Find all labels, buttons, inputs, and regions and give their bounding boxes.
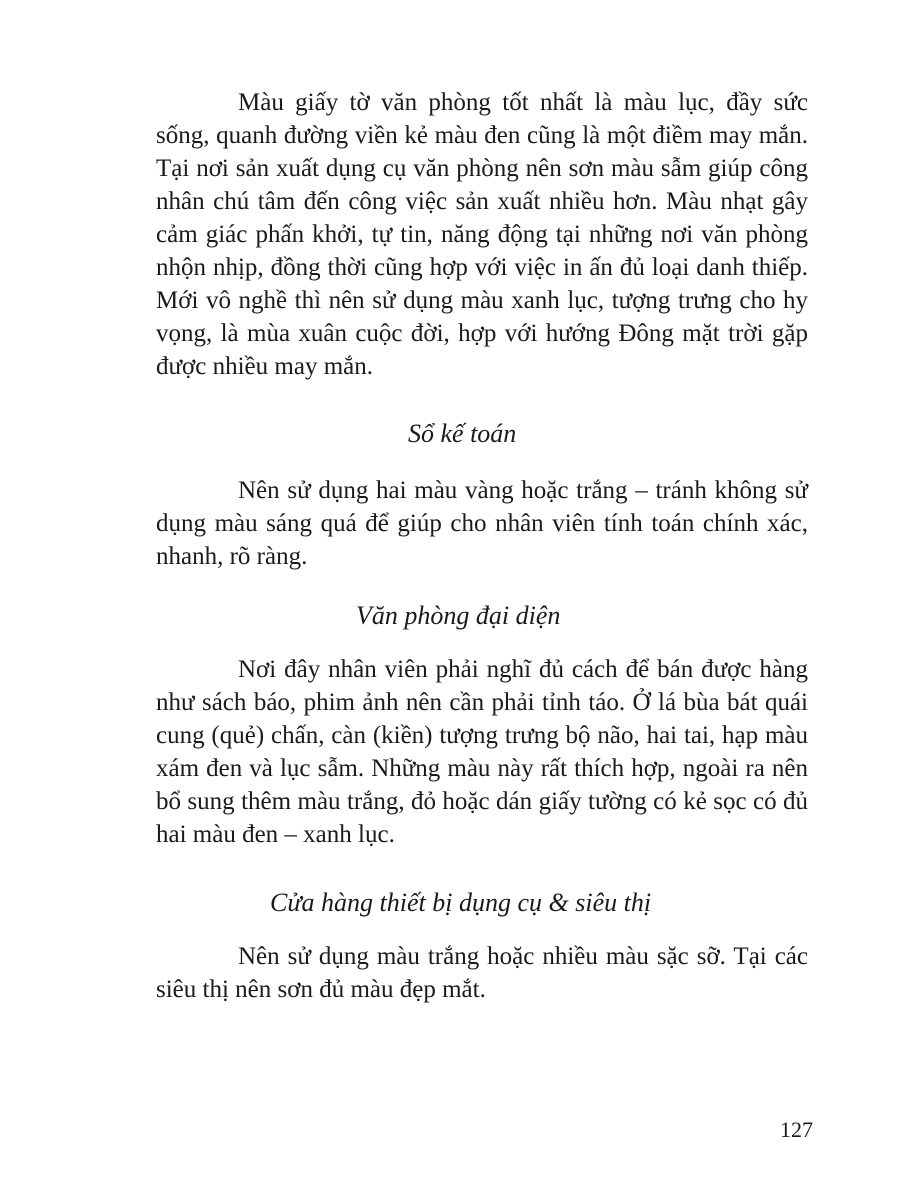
heading-van-phong-dai-dien: Văn phòng đại diện bbox=[356, 601, 561, 630]
so-ke-toan-section bbox=[156, 474, 808, 573]
heading-cua-hang: Cửa hàng thiết bị dụng cụ & siêu thị bbox=[270, 888, 652, 917]
cua-hang-paragraph: Nên sử dụng màu trắng hoặc nhiều màu sặc sỡ. Tại các siêu thị nên sơn đủ màu đẹp mắt. bbox=[156, 943, 808, 1003]
intro-section bbox=[156, 86, 808, 383]
page-number: 127 bbox=[780, 1117, 813, 1142]
cua-hang-section bbox=[156, 940, 808, 1006]
van-phong-dai-dien-paragraph: Nơi đây nhân viên phải nghĩ đủ cách để bán được hàng như sách báo, phim ảnh nên cần phải tỉnh táo. Ở lá bùa bát quái cung (quẻ) chấn, càn (kiền) tượng trưng bộ não, hai tai, hạp màu xám đen và lục sẫm. Những màu này rất thích hợp, ngoài ra nên bổ sung thêm màu trắng, đỏ hoặc dán giấy tường có kẻ sọc có đủ hai màu đen – xanh lục. bbox=[156, 656, 808, 848]
van-phong-dai-dien-section bbox=[156, 653, 808, 851]
intro-paragraph: Màu giấy tờ văn phòng tốt nhất là màu lục, đầy sức sống, quanh đường viền kẻ màu đen cũng là một điềm may mắn. Tại nơi sản xuất dụng cụ văn phòng nên sơn màu sẫm giúp công nhân chú tâm đến công việc sản xuất nhiều hơn. Màu nhạt gây cảm giác phấn khởi, tự tin, năng động tại những nơi văn phòng nhộn nhịp, đồng thời cũng hợp với việc in ấn đủ loại danh thiếp. Mới vô nghề thì nên sử dụng màu xanh lục, tượng trưng cho hy vọng, là mùa xuân cuộc đời, hợp với hướng Đông mặt trời gặp được nhiều may mắn. bbox=[156, 89, 808, 380]
heading-so-ke-toan: Sổ kế toán bbox=[408, 419, 517, 448]
so-ke-toan-paragraph: Nên sử dụng hai màu vàng hoặc trắng – tránh không sử dụng màu sáng quá để giúp cho nhân viên tính toán chính xác, nhanh, rõ ràng. bbox=[156, 477, 808, 570]
